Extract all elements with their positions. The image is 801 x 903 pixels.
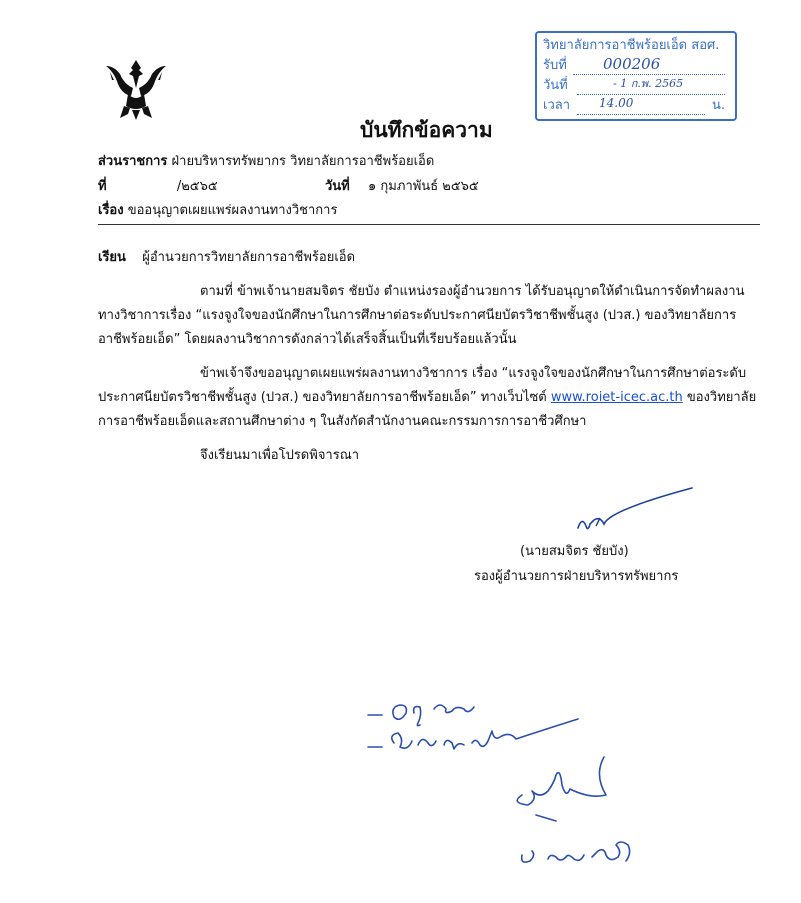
to-value: ผู้อำนวยการวิทยาลัยการอาชีพร้อยเอ็ด [142,250,356,265]
date-label: วันที่ [325,179,350,194]
garuda-emblem [100,58,172,122]
para1-line3: อาชีพร้อยเอ็ด” โดยผลงานวิชาการดังกล่าวได้เสร็จสิ้นเป็นที่เรียบร้อยแล้วนั้น [98,332,517,347]
stamp-time-unit: น. [711,98,725,113]
subject-row [98,199,337,220]
signer-name: (นายสมจิตร ชัยบัง) [520,544,629,559]
para2-text-b: ของวิทยาลัย [682,390,757,405]
stamp-time-value: 14.00 [599,96,634,110]
stamp-rec-label: รับที่ [543,58,567,73]
para2-line1: ข้าพเจ้าจึงขออนุญาตเผยแพร่ผลงานทางวิชาการ เรื่อง “แรงจูงใจของนักศึกษาในการศึกษาต่อระดับ [200,366,747,381]
receipt-stamp [535,31,737,121]
subject-value: ขออนุญาตเผยแพร่ผลงานทางวิชาการ [127,203,338,218]
para1-line2: ทางวิชาการเรื่อง “แรงจูงใจของนักศึกษาในการศึกษาต่อระดับประกาศนียบัตรวิชาชีพชั้นสูง (ปวส.) ของวิทยาลัยการ [98,308,737,323]
stamp-date-value: - 1 ก.พ. 2565 [613,77,684,90]
signer-position: รองผู้อำนวยการฝ่ายบริหารทรัพยากร [474,569,679,584]
signature-scribble [560,480,700,542]
agency-value: ฝ่ายบริหารทรัพยากร วิทยาลัยการอาชีพร้อยเอ็ด [171,154,435,169]
memo-title: บันทึกข้อความ [360,118,493,142]
stamp-rec-value: 000206 [603,55,661,73]
agency-label: ส่วนราชการ [98,154,168,169]
para2-text-a: ประกาศนียบัตรวิชาชีพชั้นสูง (ปวส.) ของวิทยาลัยการอาชีพร้อยเอ็ด” ทางเว็บไซต์ [98,390,551,405]
handwritten-annotation [360,675,660,875]
subject-label: เรื่อง [98,203,124,218]
stamp-date-label: วันที่ [543,78,568,93]
header-divider [98,224,760,225]
agency-row [98,150,434,171]
date-value: ๑ กุมภาพันธ์ ๒๕๖๕ [368,179,479,194]
ref-value: /๒๕๖๕ [176,179,218,194]
para1-line1: ตามที่ ข้าพเจ้านายสมจิตร ชัยบัง ตำแหน่งรองผู้อำนวยการ ได้รับอนุญาตให้ดำเนินการจัดทำผลงาน [200,284,745,299]
stamp-org: วิทยาลัยการอาชีพร้อยเอ็ด สอศ. [543,38,720,53]
stamp-time-label: เวลา [543,98,571,113]
closing-text: จึงเรียนมาเพื่อโปรดพิจารณา [200,448,360,463]
ref-row [98,175,218,196]
website-link[interactable]: www.roiet-icec.ac.th [550,390,683,405]
ref-label: ที่ [98,179,107,194]
to-row [98,246,355,267]
date-row [325,175,479,196]
to-label: เรียน [98,250,126,265]
para2-line2 [98,386,756,410]
para2-line3: การอาชีพร้อยเอ็ดและสถานศึกษาต่าง ๆ ในสังกัดสำนักงานคณะกรรมการการอาชีวศึกษา [98,414,587,429]
